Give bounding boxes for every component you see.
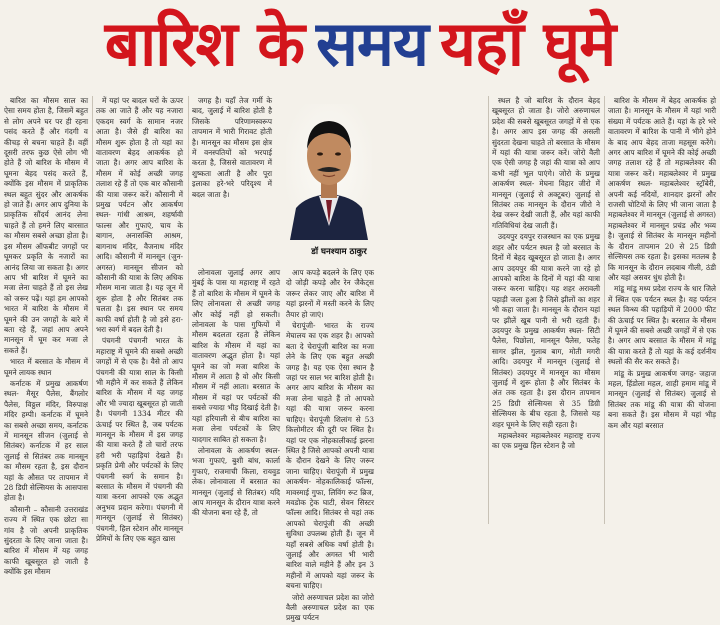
paragraph: जगह है। यहाँ तेज गर्मी के बाद, जुलाई में बारिश होती है जिसके परिणामस्वरूप तापमान में भारी गिरावट होती है। मानसून का मौसम इस क्षेत्र में वनस्पतियों को भरपाई करता है, जिससे वातावरण में शुष्कता आती है और पूरा इलाका हरे-भरे परिदृश्य में बदल जाता है। [192,96,272,199]
column-7 [608,96,716,524]
headline-part-1: बारिश के [104,7,305,80]
paragraph: उदयपुर दयपुर राजस्थान का एक प्रमुख शहर और पर्यटन स्थल है जो बरसात के दिनों में बेहद खूबसूरत हो जाता है। अगर आप उदयपुर की यात्रा करने जा रहे हो आपको बारिश के दिनों में यहां की यात्रा जरूर करना चाहिए। यह शहर अरावली पहाड़ी जला हुआ है जिसे झीलों का शहर भी कहा जाता है। मानसून के दौरान यहां पर झीलें खूब पानी से भरी रहती हैं। उदयपुर के प्रमुख आकर्षण स्थल- सिटी पैलेस, पिछोला, मानसून पैलेस, फतेह सागर झील, गुलाब बाग, मोती मगरी आदि। उदयपुर में मानसून (जुलाई से सितंबर) उदयपुर में मानसून का मौसम जुलाई में शुरू होता है और सितंबर के अंत तक रहता है। इस दौरान तापमान 25 डिग्री सेल्सियस से 35 डिग्री सेल्सियस के बीच रहता है, जिससे यह शहर घूमने के लिए सही रहता है। [492,232,600,429]
column-5 [382,96,486,524]
portrait-icon [286,104,372,240]
column-3-bottom [192,268,374,623]
headline [0,0,720,88]
paragraph: कर्नाटक में प्रमुख आकर्षण स्थल- मैसूर पैलेस, बैंगलोर पैलेस, विठ्ठल मंदिर, विरुपाक्ष मंदिर हम्पी। कर्नाटक में घूमने का सबसे अच्छा समय, कर्नाटक में मानसून सीजन (जुलाई से सितंबर) कर्नाटक में हर साल जुलाई से सितंबर तक मानसून का मौसम रहता है, इस दौरान यहां के औसत पर तापमान में 28 डिग्री सेल्सियस के आसपास होता है। [4,378,88,503]
column-3b-left [192,268,280,520]
column-2 [96,96,183,544]
paragraph: लोनावला जुलाई अगर आप मुंबई के पास या महाराष्ट्र में रहते हैं तो बारिश के मौसम में घूमने के लिए लोनावला से अच्छी जगह और कोई नहीं हो सकती। लोनावला के पास गुफियों में मौसम बदलता रहता है लेकिन बारिश के मौसम में यहां का वातावरण अद्भुत होता है। यहां घूमने का जो मजा बारिश के मौसम में आता है वो और किसी मौसम में नहीं आता। बरसात के मौसम में यहां पर पर्यटकों की सबसे ज्यादा भीड़ दिखाई देती है। यहां हरियाली से बीच बारिश का मजा लेना पर्यटकों के लिए यादगार साबित हो सकता है। [192,268,280,444]
column-3b-right [286,268,374,625]
headline-part-2: समय [316,7,428,80]
paragraph: पंचगनी पंचगनी भारत के महाराष्ट्र में घूमने की सबसे अच्छी जगहों में से एक है। वैसे तो आप पंचगनी की यात्रा साल के किसी भी महीने में कर सकते हैं लेकिन बारिश के मौसम में यह जगह और भी ज्यादा खूबसूरत हो जाती है। पंचगनी 1334 मीटर की ऊंचाई पर स्थित है, जब पर्यटक मानसून के मौसम में इस जगह की यात्रा करते हैं तो चारों तरफ हरी भरी पहाड़ियां देखते हैं। प्रकृति प्रेमी और पर्यटकों के लिए पंचगनी स्वर्ग के समान है। बरसात के मौसम में पंचगनी की यात्रा करना आपको एक अद्भुत अनुभव प्रदान करेगा। पंचगनी में मानसून (जुलाई से सितंबर) पंचगनी, हिल स्टेशन और मानसून प्रेमियों के लिए एक बहुत खास [96,336,183,544]
paragraph: आप कपड़े बदलने के लिए एक दो जोड़ी कपड़े और रेन जैकेट्स जरूर लेकर जाए और बारिश में यहां झरनों में मस्ती करने के लिए तैयार हो जाएं। [286,268,374,319]
paragraph: कौसानी – कौसानी उत्तराखंड राज्य में स्थित एक छोटा सा गांव है जो अपनी प्राकृतिक सुंदरता के लिए जाना जाता है। बारिश में मौसम में यह जगह काफी खूबसूरत हो जाती है क्योंकि इस मौसम [4,504,88,577]
column-divider [92,96,93,524]
paragraph: चेरापूंजी- भारत के राज्य मेघालय का एक शहर है। आपको बता दे चेरापूंजी बारिश का मजा लेने के लिए एक बहुत अच्छी जगह है। यह एक ऐसा स्थान है जहां पर साल भर बारिश होती है। अगर आप बारिश के मौसम का मजा लेना चाहते हैं तो आपको यहां की यात्रा जरूर करना चाहिए। चेरापूंजी शिलांग से 53 किलोमीटर की दूरी पर स्थित है। यहां पर एक नोहकालीकाई झरना स्थित है जिसे आपको अपनी यात्रा के दौरान देखने के लिए जरूर जाना चाहिए। चेरापूंजी में प्रमुख आकर्षण- नोहकालिकाई फॉल्स, मावस्माई गुफा, लिविंग रूट ब्रिज, मवडोक ट्रेक घाटी, सेवन सिस्टर फॉल्स आदि। सितंबर से यहां तक आपको चेरापूंजी की अच्छी सुविधा उपलब्ध होती हैं। जून में यहाँ सबसे अधिक वर्षा होती है। जुलाई और अगस्त भी भारी बारिश वाले महीने हैं और इन 3 महीनों में आपको यहां जरूर के बचना चाहिए। [286,321,374,591]
article-body [4,96,716,623]
column-divider [488,96,489,524]
photo-caption: डॉ घनश्याम ठाकुर [311,247,367,257]
paragraph: बारिश का मौसम साल का ऐसा समय होता है, जिसमें बहुत से लोग अपने घर पर ही रहना पसंद करते हैं और गंदगी व कीचड़ से बचना चाहते हैं। वहीं दूसरी तरफ कुछ ऐसे लोग भी होते हैं जो बारिश के मौसम में घूमना बेहद पसंद करते हैं, क्योंकि इस मौसम में प्राकृतिक स्थल बहुत सुंदर और आकर्षक हो जाते हैं। अगर आप दुनिया के प्राकृतिक सौंदर्य आनंद लेना चाहते हैं तो हमने लिए बारसात का मौसम सबसे अच्छा होता है। इस मौसम ऑफबीट जगहों पर घूमकर प्रकृति के नजारों का आनंद लिया जा सकता है। अगर आप भी बारिश में घूमने का मजा लेना चाहते हैं तो इस लेख को जरूर पढ़ें। यहां हम आपको भारत में बारिश के मौसम में घूमने की उन जगहों के बारे में बता रहे हैं, जहां आप अपने मानसून में घूम कर मजा ले सकते हैं। [4,96,88,355]
column-divider [188,96,189,524]
paragraph: मांडू मांडू मध्य प्रदेश राज्य के धार जिले में स्थित एक पर्यटन स्थल है। यह पर्यटन स्थल विन्ध्य की पहाड़ियों में 2000 फीट की ऊंचाई पर स्थित है। बरसात के मौसम में घूमने की सबसे अच्छी जगहों में से एक है। अगर आप बरसात के मौसम में मांडू की यात्रा करते हैं तो यहां के कई दर्शनीय स्थलों की सैर कर सकते हैं। [608,284,716,367]
paragraph: में यहां पर बादल घरों के ऊपर तक आ जाते हैं और यह नजारा एकदम स्वर्ग के सामान नजर आता है। जैसे ही बारिश का मौसम शुरू होता है तो यहां का वातावरण बेहद आकर्षक हो जाता है। अगर आप बारिश के मौसम में कोई अच्छी जगह तलाश रहे हैं तो एक बार कौसानी की यात्रा जरूर करें। कौसानी में प्रमुख पर्यटन और आकर्षण स्थल- गांधी आश्रम, शहर्षावी फाल्स और गुफाएं, चाय के बागान, अनासक्ति आश्रम, बागनाथ मंदिर, वैजनाथ मंदिर आदि। कौसानी में मानसून (जुन-अगस्त) मानसून सीजन को कौसानी की यात्रा के लिए अधिक मौसम माना जाता है। यह जून में शुरू होता है और सितंबर तक चलता है। इस स्थान पर समय काफी वर्षा होती है जो इसे हरा-भरा स्वर्ग में बदल देती है। [96,96,183,334]
author-photo [274,96,382,264]
paragraph: महाबलेश्वर महाबलेश्वर महाराष्ट्र राज्य का एक प्रमुख हिल स्टेशन है जो [492,431,600,451]
paragraph: स्थल है जो बारिश के दौरान बेहद खूबसूरत हो जाता है। जोरो अरुणाचल प्रदेश की सबसे खूबसूरत जगहों में से एक है। अगर आप इस जगह की असली सुंदरता देखना चाहते तो बरसात के मौसम में यहां की यात्रा जरूर करें। जोरो वैली एक ऐसी जगह है जहां की यात्रा को आप कभी नहीं भूल पाएंगे। जोरो के प्रमुख आकर्षण स्थल- मेघना विहार जीरो में मानसून (जुलाई से अक्टूबर) जुलाई से सितंबर तक मानसून के दौरान जीरो ने देख जरूर देखी जाती हैं, और यहां काफी गतिविधियां देख जाती हैं। [492,96,600,230]
paragraph: भारत में बरसात के मौसम में घूमने लायक स्थान [4,357,88,377]
paragraph: मांडू के प्रमुख आकर्षण जगह- जहाज महल, हिंडोला महल, शाही हमाम मांडू में मानसून (जुलाई से सितंबर) जुलाई से सितंबर तक मांडू की यात्रा की योजना बना सकते हैं। इस मौसम में यहां भीड़ कम और यहां बरसात [608,368,716,430]
column-3-top [192,96,272,266]
column-6 [492,96,600,524]
column-divider [604,96,605,524]
paragraph: बारिश के मौसम में बेहद आकर्षक हो जाता है। मानसून के मौसम में यहां भारी संख्या में पर्यटक आते हैं। यहां के हरे भरे वातावरण में बारिश के पानी में भीगे होने के बाद आप बेहद ताजा महसूस करेंगे। अगर आप बारिश में घूमने की कोई अच्छी जगह तलाश रहे हैं तो महाबलेश्वर की यात्रा जरूर करें। महाबलेश्वर में प्रमुख आकर्षण स्थल- महाबलेश्वर स्ट्रॉबेरी, अपनी कई नदियों, शानदार झरनों और राजसी चोटियों के लिए भी जाना जाता है महाबलेश्वर में मानसून (जुलाई से अगस्त) महाबलेश्वर में मानसून प्रचंड और भव्य है। जुलाई से सितंबर के मानसून महीनों के दौरान तापमान 20 से 25 डिग्री सेल्सियस तक रहता है। इसका मतलब है कि मानसून के दौरान लदबाब गीली, ठंडी और यहां असवर धुंध होती है। [608,96,716,282]
column-1 [4,96,88,577]
headline-part-3: यहाँ घूमे [439,7,616,80]
paragraph: लोनावला के आकर्षण स्थल- भजा गुफाएं, बुशी बांध, कार्ला गुफाएं, राजमाची किला, रायवुड लेक। लोनावाला में बरसात का मानसून (जुलाई से सितंबर) यदि आप मानसून के दौरान यात्रा करने की योजना बना रहे हैं, तो [192,445,280,518]
paragraph: जोरो अरुणाचल प्रदेश का जोरो वैली अरुणाचल प्रदेश का एक प्रमुख पर्यटन [286,592,374,623]
